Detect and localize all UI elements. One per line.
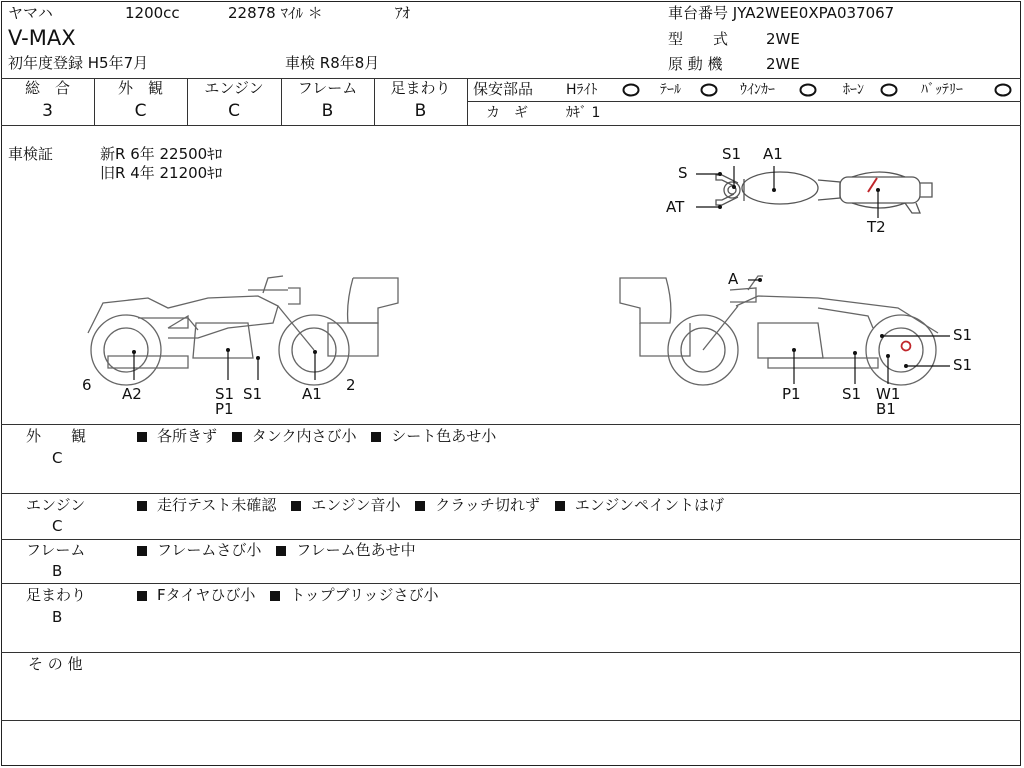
note-item: フレームさび小	[157, 541, 262, 559]
diagram-label-right-s1b: S1	[953, 356, 973, 374]
note-engine-category: エンジン	[26, 496, 86, 514]
safety-item-headlight: Hﾗｲﾄ	[566, 82, 598, 98]
key-value: ｶｷﾞ 1	[566, 105, 601, 121]
diagram-label-top-s1: S1	[722, 145, 742, 163]
safety-item-battery: ﾊﾞｯﾃﾘｰ	[921, 82, 963, 98]
note-suspension-items	[137, 588, 448, 603]
note-suspension-grade: B	[52, 608, 63, 626]
diagram-label-right-s1a: S1	[953, 326, 973, 344]
diagram-label-left-6: 6	[82, 376, 92, 394]
grade-exterior-value: C	[134, 101, 147, 121]
model-name: V-MAX	[8, 26, 76, 50]
bullet-square-icon	[555, 501, 565, 511]
ok-circle-icon	[799, 83, 819, 97]
divider	[1, 720, 1021, 721]
grade-exterior-label: 外 観	[117, 79, 163, 97]
grade-engine-label: エンジン	[204, 79, 264, 97]
ok-circle-icon	[880, 83, 900, 97]
frame-number: 車台番号 JYA2WEE0XPA037067	[668, 4, 895, 22]
type-value: 2WE	[766, 30, 800, 48]
ok-circle-icon	[700, 83, 720, 97]
bullet-square-icon	[415, 501, 425, 511]
diagram-label-left-2: 2	[346, 376, 356, 394]
bullet-square-icon	[137, 546, 147, 556]
note-item: 各所きず	[157, 427, 218, 445]
diagram-label-top-a1: A1	[763, 145, 783, 163]
diagram-label-left-p1: P1	[215, 400, 234, 418]
note-frame-category: フレーム	[26, 541, 86, 559]
grade-engine-value: C	[228, 101, 240, 121]
bullet-square-icon	[137, 432, 147, 442]
note-frame-grade: B	[52, 562, 63, 580]
note-engine-grade: C	[52, 517, 63, 535]
color: ｱｵ	[395, 4, 411, 22]
bullet-square-icon	[270, 591, 280, 601]
note-item: フレーム色あせ中	[296, 541, 416, 559]
grade-overall-value: 3	[42, 101, 53, 121]
grade-frame-value: B	[321, 101, 334, 121]
diagram-label-top-s: S	[678, 164, 688, 182]
grade-suspension-label: 足まわり	[390, 79, 451, 97]
divider	[1, 125, 1021, 126]
bullet-square-icon	[137, 501, 147, 511]
engine-value: 2WE	[766, 55, 800, 73]
first-registration: 初年度登録 H5年7月	[8, 54, 149, 72]
bullet-square-icon	[137, 591, 147, 601]
divider	[1, 539, 1021, 540]
divider	[1, 493, 1021, 494]
diagram-label-left-a2: A2	[122, 385, 142, 403]
safety-item-tail: ﾃｰﾙ	[660, 82, 681, 98]
divider	[1, 583, 1021, 584]
safety-label: 保安部品	[473, 80, 534, 98]
note-engine-items	[137, 498, 734, 513]
note-item: 走行テスト未確認	[157, 496, 277, 514]
key-label: カ ギ	[486, 105, 528, 121]
note-item: トップブリッジさび小	[290, 586, 439, 604]
certificate-label: 車検証	[8, 145, 54, 163]
maker: ヤマハ	[8, 4, 53, 22]
displacement: 1200cc	[125, 4, 180, 22]
ok-circle-icon	[994, 83, 1014, 97]
grade-overall-label: 総 合	[24, 79, 70, 97]
diagram-label-top-t2: T2	[867, 218, 886, 236]
note-item: エンジン音小	[311, 496, 401, 514]
note-item: クラッチ切れず	[435, 496, 540, 514]
engine-label: 原 動 機	[668, 55, 723, 73]
certificate-old: 旧R 4年 21200ｷﾛ	[100, 164, 223, 182]
safety-item-winker: ｳｲﾝｶｰ	[740, 82, 775, 98]
bullet-square-icon	[276, 546, 286, 556]
divider	[467, 101, 1021, 102]
mileage: 22878 ﾏｲﾙ ＊	[228, 4, 323, 22]
type-label: 型 式	[668, 30, 729, 48]
top-view-leaders	[660, 150, 1020, 260]
note-frame-items	[137, 543, 426, 558]
diagram-label-left-s1b: S1	[243, 385, 263, 403]
diagram-label-left-s1a: S1	[215, 385, 235, 403]
grade-frame-label: フレーム	[297, 79, 358, 97]
note-item: エンジンペイントはげ	[574, 496, 724, 514]
note-suspension-category: 足まわり	[26, 586, 87, 604]
diagram-label-right-w1: W1	[876, 385, 901, 403]
ok-circle-icon	[622, 83, 642, 97]
note-exterior-category: 外 観	[26, 427, 87, 445]
note-exterior-grade: C	[52, 449, 63, 467]
note-exterior-items	[137, 429, 506, 444]
certificate-new: 新R 6年 22500ｷﾛ	[100, 145, 223, 163]
diagram-label-right-a: A	[728, 270, 739, 288]
bullet-square-icon	[291, 501, 301, 511]
diagram-label-right-p1: P1	[782, 385, 801, 403]
divider	[1, 424, 1021, 425]
left-view-leaders	[70, 260, 430, 403]
divider	[1, 652, 1021, 653]
inspection-date: 車検 R8年8月	[285, 54, 380, 72]
note-item: シート色あせ小	[391, 427, 497, 445]
diagram-label-left-a1: A1	[302, 385, 322, 403]
note-item: Fタイヤひび小	[157, 586, 256, 604]
safety-item-horn: ﾎｰﾝ	[843, 82, 864, 98]
diagram-label-right-b1: B1	[876, 400, 896, 418]
note-item: タンク内さび小	[251, 427, 357, 445]
diagram-label-right-s1c: S1	[842, 385, 862, 403]
bullet-square-icon	[232, 432, 242, 442]
bullet-square-icon	[371, 432, 381, 442]
diagram-label-top-at: AT	[666, 198, 685, 216]
note-other-category: そ の 他	[28, 655, 83, 673]
grade-suspension-value: B	[414, 101, 427, 121]
divider	[467, 78, 468, 125]
